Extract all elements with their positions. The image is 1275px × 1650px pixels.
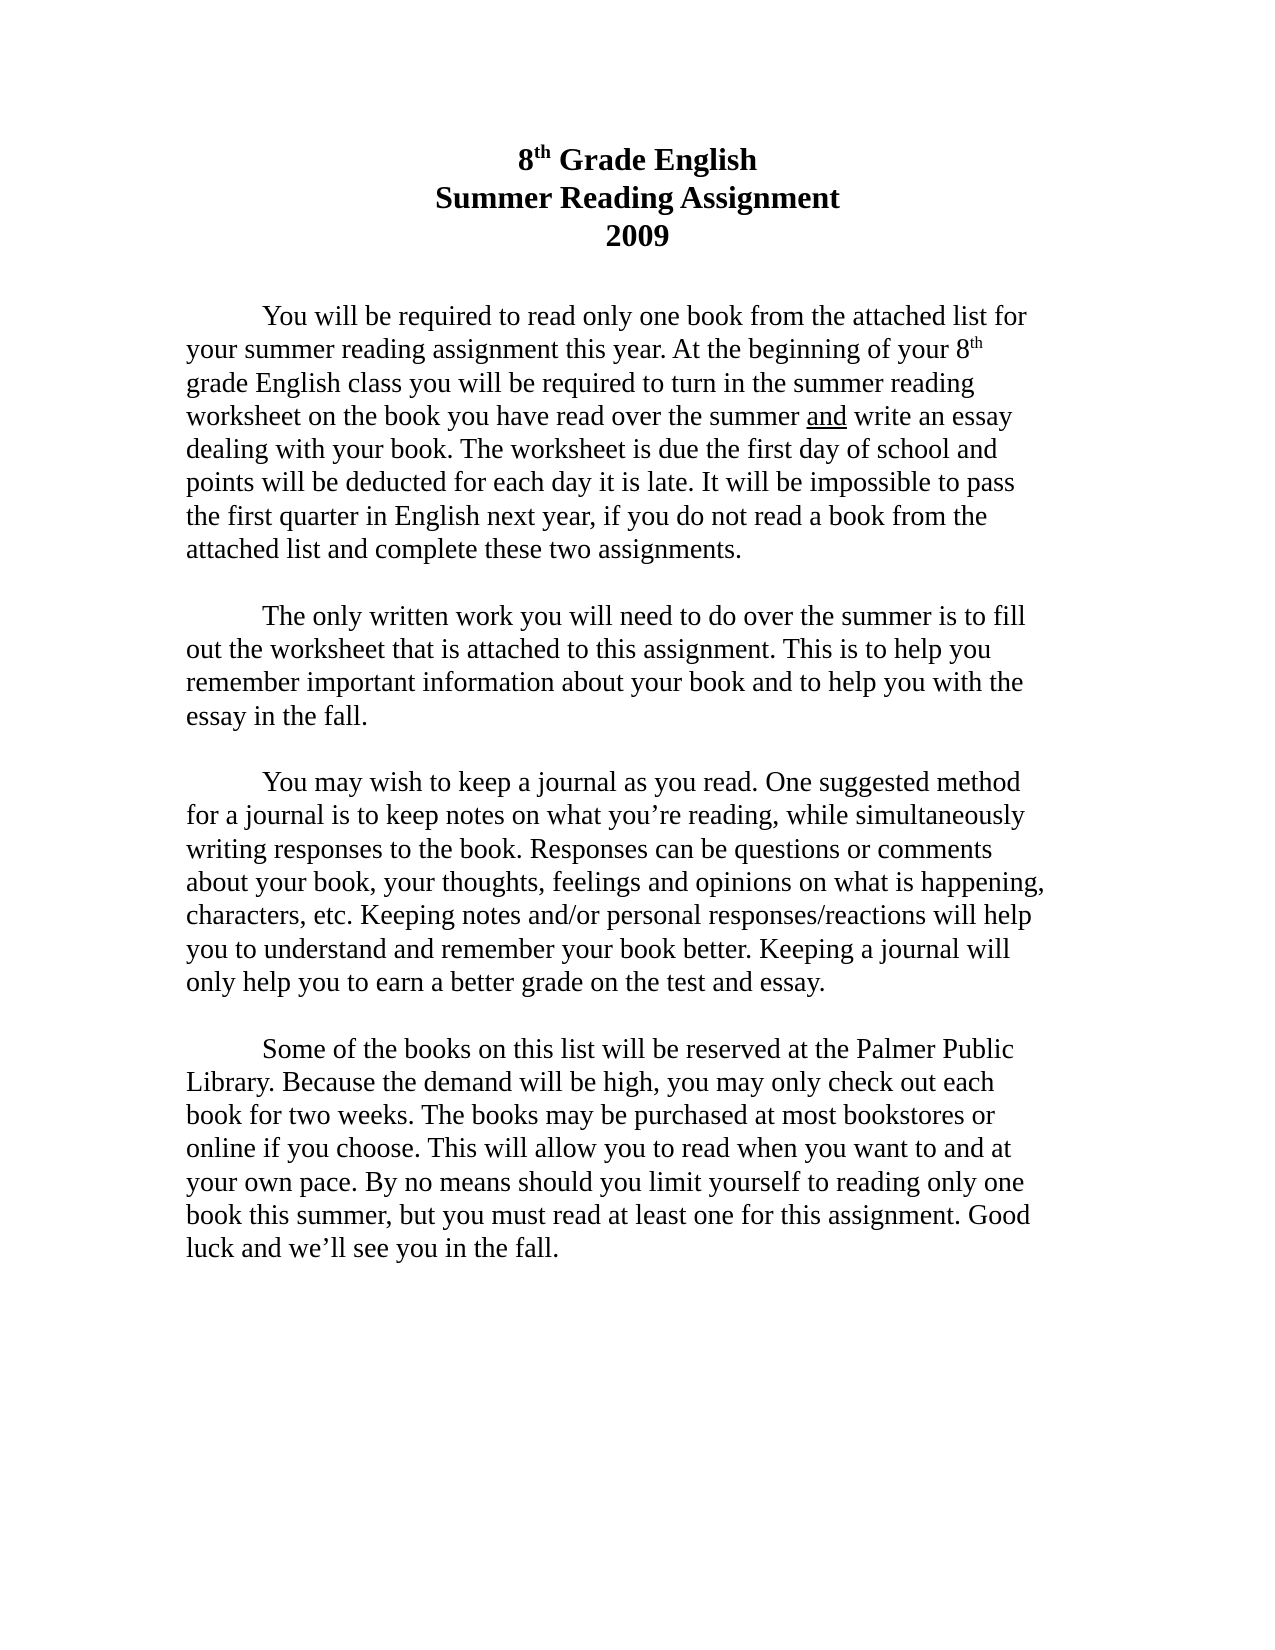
paragraph-line — [186, 400, 1186, 433]
paragraph-line: essay in the fall. — [186, 700, 368, 732]
title-line-assignment: Summer Reading Assignment — [435, 179, 840, 215]
paragraph-line: luck and we’ll see you in the fall. — [186, 1233, 560, 1265]
paragraph-line: You will be required to read only one book from the attached list for — [262, 301, 1027, 332]
paragraph-line: You may wish to keep a journal as you read. One suggested method — [262, 767, 1021, 799]
paragraph-line: Some of the books on this list will be reserved at the Palmer Public — [262, 1033, 1014, 1065]
paragraph-line — [186, 333, 1186, 366]
paragraph-line: Library. Because the demand will be high, you may only check out each — [186, 1066, 995, 1098]
paragraph-line: grade English class you will be required to turn in the summer reading — [186, 367, 975, 399]
paragraph-line: about your book, your thoughts, feelings and opinions on what is happening, — [186, 867, 1045, 899]
paragraph-line: out the worksheet that is attached to this assignment. This is to help you — [186, 633, 992, 665]
title-grade-suffix: th — [533, 142, 551, 164]
paragraph-line: book for two weeks. The books may be purchased at most bookstores or — [186, 1100, 995, 1132]
paragraph-line: the first quarter in English next year, if you do not read a book from the — [186, 500, 988, 532]
paragraph-line: you to understand and remember your book better. Keeping a journal will — [186, 933, 1011, 965]
underlined-and: and — [806, 400, 847, 432]
paragraph-line: remember important information about your book and to help you with the — [186, 667, 1024, 699]
page-title — [180, 140, 1095, 254]
paragraph-line: attached list and complete these two assignments. — [186, 534, 742, 566]
title-grade-number: 8 — [517, 141, 534, 177]
paragraph-line: The only written work you will need to do over the summer is to fill — [262, 600, 1026, 632]
title-line-grade — [180, 140, 1095, 178]
line-text: write an essay — [846, 400, 1013, 432]
line-text: your summer reading assignment this year. At the beginning of your 8 — [186, 334, 970, 366]
paragraph-written-work — [186, 600, 1186, 733]
title-grade-text: Grade English — [550, 141, 758, 177]
paragraph-requirements — [186, 300, 1186, 566]
paragraph-line: dealing with your book. The worksheet is due the first day of school and — [186, 434, 998, 466]
ordinal-suffix: th — [969, 333, 983, 353]
document-body — [186, 300, 1186, 1299]
paragraph-line: online if you choose. This will allow you to read when you want to and at — [186, 1133, 1012, 1165]
paragraph-line: characters, etc. Keeping notes and/or personal responses/reactions will help — [186, 900, 1032, 932]
paragraph-line: your own pace. By no means should you limit yourself to reading only one — [186, 1166, 1025, 1198]
paragraph-line: points will be deducted for each day it is late. It will be impossible to pass — [186, 467, 1015, 499]
paragraph-journal — [186, 766, 1186, 999]
paragraph-library — [186, 1033, 1186, 1266]
paragraph-line: only help you to earn a better grade on the test and essay. — [186, 966, 826, 998]
title-line-year: 2009 — [605, 217, 670, 253]
paragraph-line: for a journal is to keep notes on what you’re reading, while simultaneously — [186, 800, 1026, 832]
paragraph-line: book this summer, but you must read at least one for this assignment. Good — [186, 1200, 1031, 1232]
line-text: worksheet on the book you have read over the summer — [186, 400, 807, 432]
paragraph-line: writing responses to the book. Responses can be questions or comments — [186, 833, 993, 865]
